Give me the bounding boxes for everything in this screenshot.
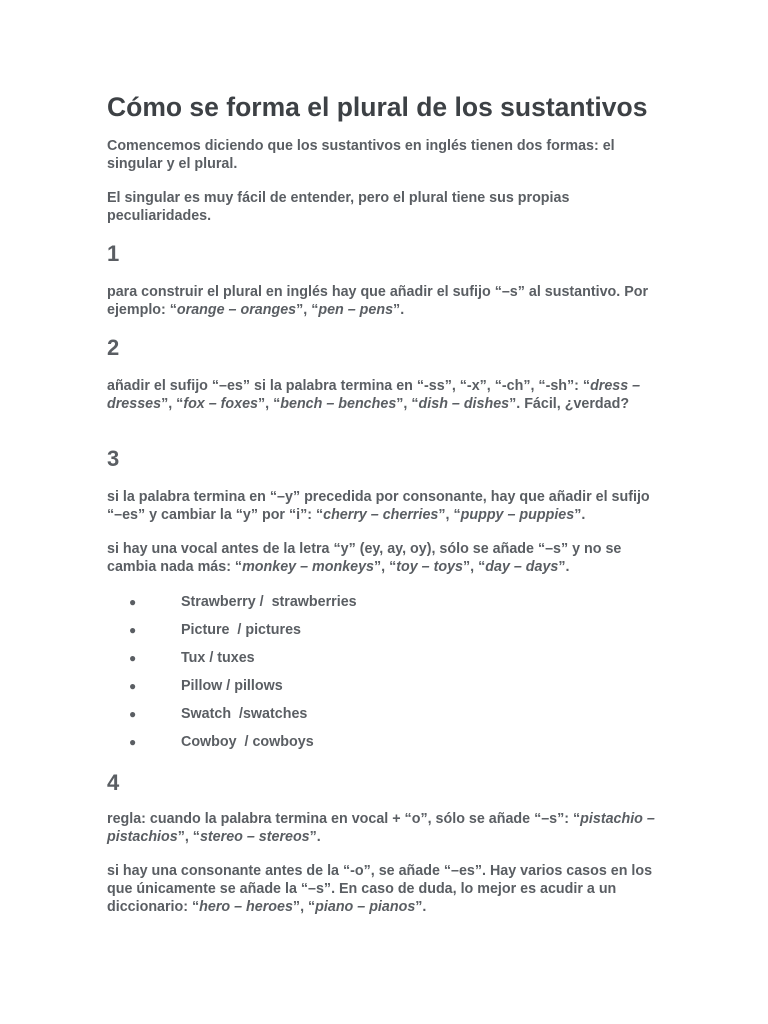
- example-separator: ”, “: [374, 559, 397, 575]
- rule-text: si hay una consonante antes de la “-o”, se añade “–es”. Hay varios casos en los que únicamente se añade la “–s”. En caso de duda, lo mejor es acudir a un diccionario: “: [107, 863, 653, 915]
- bullet-icon: ●: [129, 707, 137, 721]
- example-pair: monkey – monkeys: [242, 559, 375, 575]
- example-pair: cherry – cherries: [323, 507, 439, 523]
- bullet-icon: ●: [129, 735, 137, 749]
- example-separator: ”.: [558, 559, 570, 575]
- list-item-text: Pillow / pillows: [181, 678, 283, 694]
- section-number-3: 3: [107, 446, 120, 471]
- intro-paragraph-1: Comencemos diciendo que los sustantivos en inglés tienen dos formas: el singular y el plural.: [107, 138, 615, 172]
- plural-examples-list: [0, 590, 660, 758]
- list-item: [0, 618, 660, 646]
- example-pair: stereo – stereos: [199, 829, 310, 845]
- example-separator: ”, “: [463, 559, 486, 575]
- bullet-icon: ●: [129, 679, 137, 693]
- list-item-text: Tux / tuxes: [181, 650, 255, 666]
- bullet-icon: ●: [129, 595, 137, 609]
- example-pair: piano – pianos: [315, 899, 416, 915]
- section-number-1: 1: [107, 241, 120, 266]
- rule-text: si la palabra termina en “–y” precedida por consonante, hay que añadir el sufijo “–es” y cambiar la “y” por “i”: “: [107, 489, 650, 523]
- example-separator: ”, “: [396, 396, 419, 412]
- example-separator: ”.: [574, 507, 586, 523]
- page-title: Cómo se forma el plural de los sustantivos: [107, 92, 648, 122]
- example-separator: ”, “: [292, 899, 316, 915]
- example-pair: pistachio – pistachios: [107, 811, 655, 845]
- example-separator: ”.: [393, 302, 405, 318]
- example-pair: day – days: [485, 559, 559, 575]
- example-pair: fox – foxes: [183, 396, 259, 412]
- example-separator: ”. Fácil, ¿verdad?: [509, 396, 630, 412]
- list-item-text: Strawberry / strawberries: [181, 594, 357, 610]
- example-pair: toy – toys: [396, 559, 464, 575]
- section-4-rule: [107, 810, 667, 846]
- example-pair: orange – oranges: [176, 302, 297, 318]
- example-pair: pen – pens: [318, 302, 394, 318]
- example-separator: ”.: [415, 899, 427, 915]
- list-item: [0, 702, 660, 730]
- bullet-icon: ●: [129, 623, 137, 637]
- intro-paragraph-2: El singular es muy fácil de entender, pero el plural tiene sus propias peculiaridades.: [107, 190, 570, 224]
- list-item: [0, 730, 660, 758]
- bullet-icon: ●: [129, 651, 137, 665]
- section-3-rule: [107, 488, 667, 524]
- list-item: [0, 590, 660, 618]
- example-separator: ”, “: [258, 396, 281, 412]
- section-2-rule: [107, 377, 667, 413]
- list-item: [0, 674, 660, 702]
- list-item-text: Cowboy / cowboys: [181, 734, 314, 750]
- list-item-text: Picture / pictures: [181, 622, 301, 638]
- rule-text: regla: cuando la palabra termina en vocal + “o”, sólo se añade “–s”: “: [107, 811, 581, 827]
- rule-text: si hay una vocal antes de la letra “y” (ey, ay, oy), sólo se añade “–s” y no se cambia nada más: “: [107, 541, 622, 575]
- example-pair: puppy – puppies: [460, 507, 575, 523]
- rule-text: añadir el sufijo “–es” si la palabra termina en “-ss”, “-x”, “-ch”, “-sh”: “: [107, 378, 591, 394]
- list-item-text: Swatch /swatches: [181, 706, 308, 722]
- example-pair: dish – dishes: [418, 396, 510, 412]
- list-item: [0, 646, 660, 674]
- example-pair: hero – heroes: [199, 899, 293, 915]
- section-1-rule: [107, 283, 667, 319]
- example-separator: ”, “: [438, 507, 461, 523]
- section-3-rule-2: [107, 540, 667, 576]
- section-number-4: 4: [107, 770, 120, 795]
- section-4-rule-2: [107, 862, 667, 916]
- example-pair: dress – dresses: [107, 378, 641, 412]
- rule-text: para construir el plural en inglés hay que añadir el sufijo “–s” al sustantivo. Por ejemplo: “: [107, 284, 649, 318]
- example-separator: ”, “: [161, 396, 184, 412]
- example-separator: ”, “: [177, 829, 200, 845]
- example-pair: bench – benches: [280, 396, 397, 412]
- example-separator: ”.: [309, 829, 321, 845]
- example-separator: ”, “: [296, 302, 319, 318]
- section-number-2: 2: [107, 335, 120, 360]
